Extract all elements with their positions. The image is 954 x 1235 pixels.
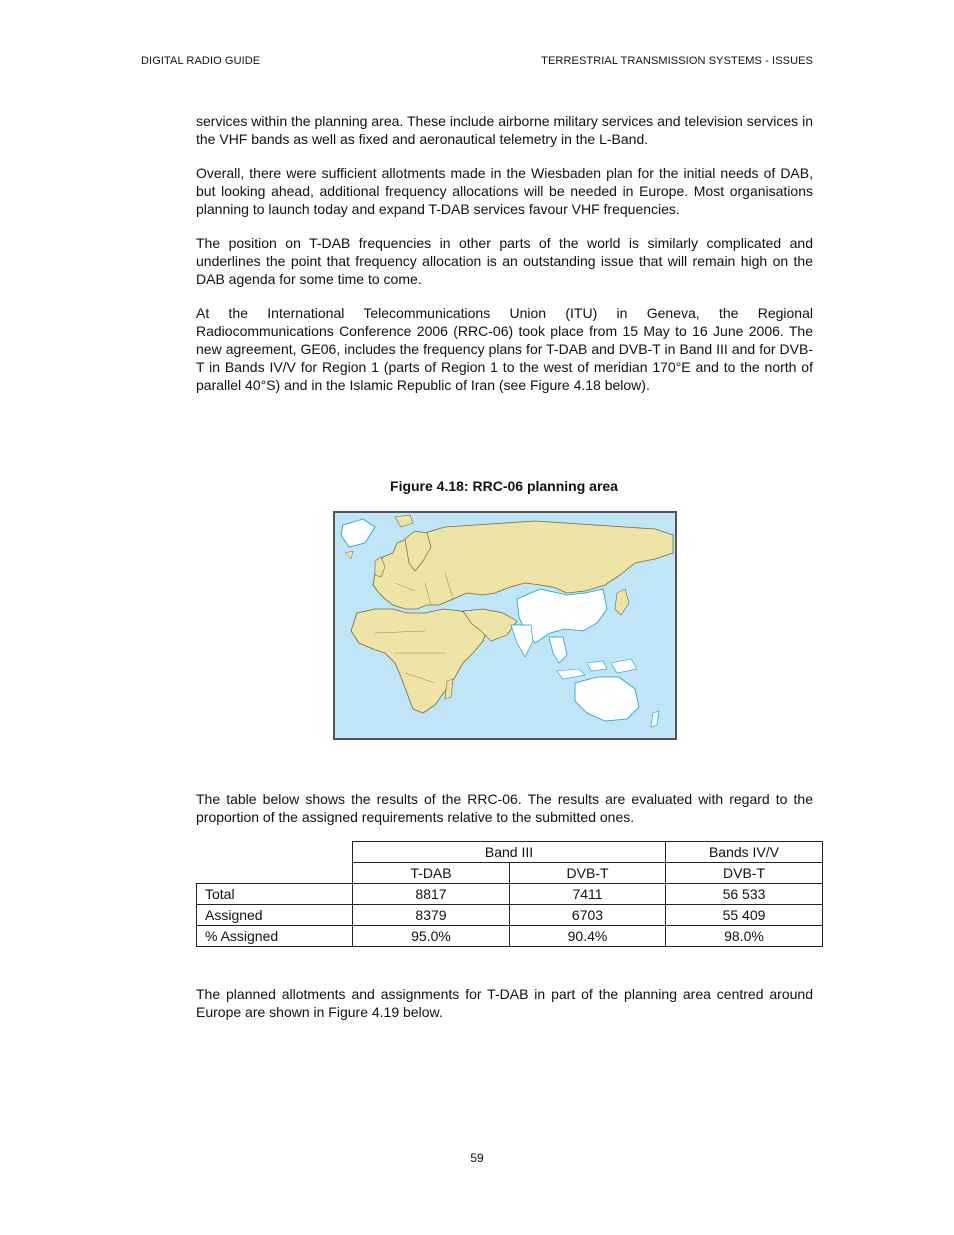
page-number: 59 [470,1151,484,1165]
table-cell: 7411 [510,884,666,905]
paragraph: Overall, there were sufficient allotments made in the Wiesbaden plan for the initial needs of DAB, but looking ahead, additional frequency allocations will be needed in Europe. Most organisations planning to launch today and expand T-DAB services favour VHF frequencies. [196,165,813,217]
table-corner-cell [197,842,353,863]
table-row [197,884,823,905]
closing-block [196,985,813,1037]
table-cell: 6703 [510,905,666,926]
table-row [197,926,823,947]
world-map-image [335,513,675,738]
table-cell: 95.0% [353,926,510,947]
table-row [197,905,823,926]
table-group-header: Band III [353,842,666,863]
table-intro: The table below shows the results of the RRC-06. The results are evaluated with regard to the proportion of the assigned requirements relative to the submitted ones. [196,791,813,825]
body-text-top [196,112,813,410]
row-label: Assigned [197,905,353,926]
table-sub-header: T-DAB [353,863,510,884]
table-intro-block [196,790,813,842]
table-group-header: Bands IV/V [666,842,823,863]
paragraph: The position on T-DAB frequencies in other parts of the world is similarly complicated and underlines the point that frequency allocation is an outstanding issue that will remain high on the DAB agenda for some time to come. [196,235,813,287]
row-label: Total [197,884,353,905]
table-sub-header-row [197,863,823,884]
paragraph: services within the planning area. These include airborne military services and television services in the VHF bands as well as fixed and aeronautical telemetry in the L-Band. [196,113,813,147]
table-group-header-row [197,842,823,863]
rrc06-planning-area-map [333,511,677,740]
table-corner-cell [197,863,353,884]
rrc06-results-table [196,841,823,947]
table-cell: 55 409 [666,905,823,926]
table-cell: 8817 [353,884,510,905]
paragraph: At the International Telecommunications Union (ITU) in Geneva, the Regional Radiocommunications Conference 2006 (RRC-06) took place from 15 May to 16 June 2006. The new agreement, GE06, includes the frequency plans for T-DAB and DVB-T in Band III and for DVB-T in Bands IV/V for Region 1 (parts of Region 1 to the west of meridian 170°E and to the north of parallel 40°S) and in the Islamic Republic of Iran (see Figure 4.18 below). [196,305,813,393]
row-label: % Assigned [197,926,353,947]
running-header-left: DIGITAL RADIO GUIDE [141,55,261,67]
table-sub-header: DVB-T [510,863,666,884]
running-header-right: TERRESTRIAL TRANSMISSION SYSTEMS - ISSUES [541,55,813,67]
table-cell: 8379 [353,905,510,926]
closing-paragraph: The planned allotments and assignments for T-DAB in part of the planning area centred around Europe are shown in Figure 4.19 below. [196,986,813,1020]
table-sub-header: DVB-T [666,863,823,884]
table-cell: 90.4% [510,926,666,947]
figure-caption: Figure 4.18: RRC-06 planning area [390,478,618,494]
table-cell: 98.0% [666,926,823,947]
table-cell: 56 533 [666,884,823,905]
